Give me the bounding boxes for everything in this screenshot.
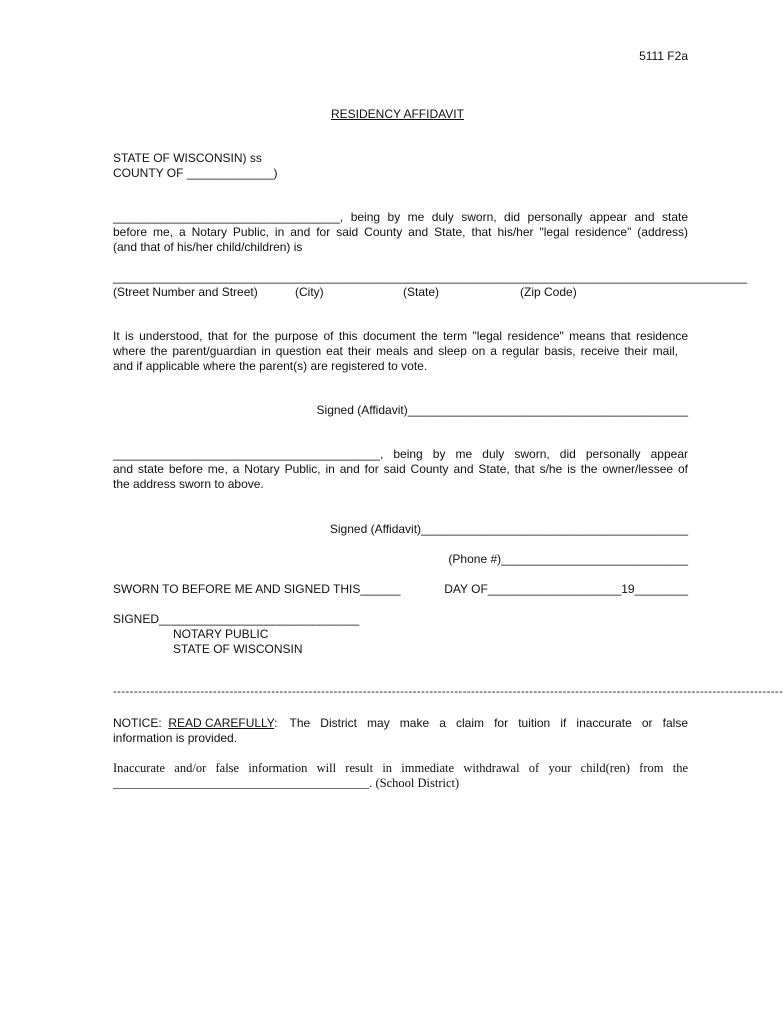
document-title: RESIDENCY AFFIDAVIT bbox=[331, 107, 464, 121]
notary-state-label: STATE OF WISCONSIN bbox=[173, 642, 303, 656]
notice-label: NOTICE: bbox=[113, 716, 162, 730]
notice-statement bbox=[113, 716, 278, 731]
affiant-line-2: before me, a Notary Public, in and for said County and State, that his/her "legal residence" (address) bbox=[113, 225, 688, 239]
street-label: (Street Number and Street) bbox=[113, 285, 258, 299]
signed-affidavit-2[interactable]: Signed (Affidavit)________________________________________ bbox=[329, 522, 688, 536]
notice-line-1 bbox=[113, 716, 688, 731]
owner-line-3: the address sworn to above. bbox=[113, 477, 264, 491]
form-number: 5111 F2a bbox=[639, 49, 688, 63]
definition-line-1: It is understood, that for the purpose of this document the term "legal residence" means that residence bbox=[113, 329, 688, 343]
warning-line-2[interactable]: _________________________________________. (School District) bbox=[113, 776, 460, 790]
affiant-line-3: (and that of his/her child/children) is bbox=[113, 240, 303, 254]
signed-affidavit-1[interactable]: Signed (Affidavit)__________________________________________ bbox=[316, 403, 688, 417]
city-label: (City) bbox=[295, 285, 324, 299]
sworn-this-day[interactable]: SWORN TO BEFORE ME AND SIGNED THIS______ bbox=[113, 582, 401, 596]
notary-public-label: NOTARY PUBLIC bbox=[173, 627, 269, 641]
notary-signed[interactable]: SIGNED______________________________ bbox=[113, 612, 360, 626]
read-carefully: READ CAREFULLY bbox=[168, 716, 275, 730]
definition-line-3: and if applicable where the parent(s) are registered to vote. bbox=[113, 359, 428, 373]
affiant-line-1: __________________________________, being by me duly sworn, did personally appear and state bbox=[113, 210, 688, 224]
zip-label: (Zip Code) bbox=[520, 285, 577, 299]
sworn-day-of[interactable]: DAY OF____________________19________ bbox=[444, 582, 688, 596]
notice-line-2: information is provided. bbox=[113, 731, 238, 745]
divider-line: ----------------------------------------------------------------------------------------------------------------------------------------------------------------- bbox=[113, 686, 783, 698]
venue-county: COUNTY OF _____________) bbox=[113, 166, 278, 180]
address-blank-line[interactable]: _______________________________________________________________________________________________ bbox=[113, 270, 748, 284]
owner-line-1: ________________________________________, being by me duly sworn, did personally appear bbox=[113, 447, 688, 461]
state-label: (State) bbox=[403, 285, 440, 299]
warning-line-1: Inaccurate and/or false information will result in immediate withdrawal of your child(ren) from the bbox=[113, 761, 688, 775]
owner-line-2: and state before me, a Notary Public, in and for said County and State, that s/he is the owner/lessee of bbox=[113, 462, 688, 476]
definition-line-2: where the parent/guardian in question eat their meals and sleep on a regular basis, receive their mail, bbox=[113, 344, 678, 358]
phone-field[interactable]: (Phone #)____________________________ bbox=[448, 552, 688, 566]
notice-colon: : bbox=[274, 716, 278, 730]
venue-state: STATE OF WISCONSIN) ss bbox=[113, 151, 262, 165]
notice-claim-text: The District may make a claim for tuition if inaccurate or false bbox=[289, 716, 688, 730]
